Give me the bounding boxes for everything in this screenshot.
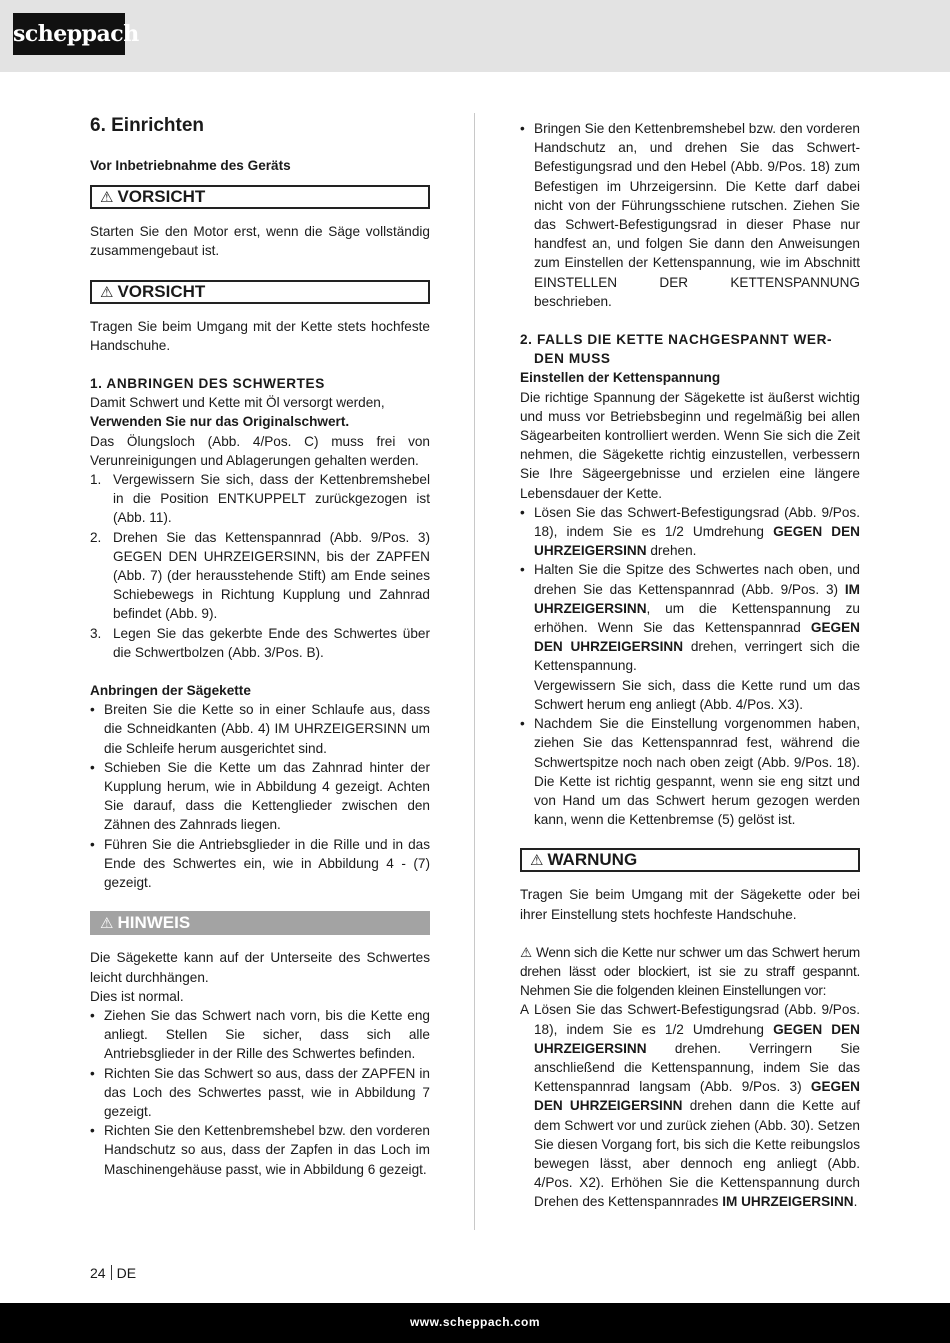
list-item: 3. Legen Sie das gekerbte Ende des Schwertes über die Schwertbolzen (Abb. 3/Pos. B). (90, 625, 430, 660)
section-2-bullets-2 (520, 714, 860, 829)
list-item: A Lösen Sie das Schwert-Befestigungsrad (Abb. 9/Pos. 18), indem Sie es 1/2 Umdrehung GEGEN DEN UHRZEIGERSINN drehen. Verringern Sie anschließend die Kettenspannung, indem Sie das Kettenspannrad langsam (Abb. 9/Pos. 3) GEGEN DEN UHRZEIGERSINN drehen dann die Kette auf dem Schwert vor und zurück ziehen (Abb. 30). Setzen Sie diesen Vorgang fort, bis sich die Kette reibungslos bewegen lässt, aber dennoch eng anliegt (Abb. 4/Pos. X2). Erhöhen Sie die Kettenspannung durch Drehen des Kettenspannrades IM UHRZEIGERSINN. (520, 1002, 861, 1210)
chain-heading: Anbringen der Sägekette (90, 683, 251, 699)
chain-bullets (90, 700, 430, 892)
note-text-1: Die Sägekette kann auf der Unterseite des Schwertes leicht durchhängen. (90, 950, 430, 985)
note-label: HINWEIS (117, 913, 191, 933)
warning-box (520, 848, 860, 872)
section-2-intro: Die richtige Spannung der Sägekette ist äußerst wichtig und muss vor Betriebsbeginn und regelmäßig bei allen Sägearbeiten kontrolliert werden. Wenn Sie sich die Zeit nehmen, die Sägekette richtig einzustellen, verbessern Sie Ihre Sägeergebnisse und erzielen eine längere Lebensdauer der Kette. (520, 389, 860, 501)
section-1-oil-text: Das Ölungsloch (Abb. 4/Pos. C) muss frei von Verunreinigungen und Ablagerungen gehalten werden. (90, 433, 430, 468)
scheppach-logo: scheppach (13, 13, 125, 55)
section-2-bullet-extra: Vergewissern Sie sich, dass die Kette rund um das Schwert herum eng anliegt (Abb. 4/Pos. X3). (534, 677, 860, 712)
warning-triangle-icon: ⚠ (530, 852, 544, 870)
list-item: • Breiten Sie die Kette so in einer Schlaufe aus, dass die Schneidkanten (Abb. 4) IM UHRZEIGERSINN um die Schleife herum ausgerichtet sind. (90, 702, 430, 756)
list-item: • Nachdem Sie die Einstellung vorgenommen haben, ziehen Sie das Kettenspannrad fest, während die Schwertspitze noch nach oben zeigt (Abb. 9/Pos. 18). Die Kette ist richtig gespannt, wenn sie eng sitzt und von Hand um das Schwert herum gezogen werden kann, wenn die Kettenbremse (5) gelöst ist. (520, 716, 860, 828)
section-2-heading-cont: DEN MUSS (534, 351, 611, 367)
tight-chain-text: ⚠ Wenn sich die Kette nur schwer um das Schwert herum drehen lässt oder blockiert, ist sie zu straff gespannt. Nehmen Sie die folgenden kleinen Einstellungen vor: (520, 944, 861, 999)
section-1-intro: Damit Schwert und Kette mit Öl versorgt werden, (90, 395, 385, 411)
section-2-subheading: Einstellen der Kettenspannung (520, 370, 721, 386)
note-bullets (90, 1006, 430, 1179)
list-item: • Richten Sie das Schwert so aus, dass der ZAPFEN in das Loch des Schwertes passt, wie in Abbildung 7 gezeigt. (90, 1065, 430, 1119)
caution-box-2 (90, 280, 430, 304)
list-item: • Bringen Sie den Kettenbremshebel bzw. den vorderen Handschutz an, und drehen Sie das Schwert-Befestigungsrad und den Hebel (Abb. 9/Pos. 18) zum Befestigen im Uhrzeigersinn. Die Kette darf dabei nicht von der Führungsschiene rutschen. Ziehen Sie das Schwert-Befestigungsrad in dieser Phase nur handfest an, und folgen Sie dann den Anweisungen zum Einstellen der Kettenspannung, wie im Abschnitt EINSTELLEN DER KETTENSPANNUNG beschrieben. (520, 121, 860, 309)
left-column (90, 113, 430, 1179)
warning-triangle-icon: ⚠ (520, 944, 533, 960)
section-1-steps (90, 470, 430, 662)
list-item: • Richten Sie den Kettenbremshebel bzw. den vorderen Handschutz so aus, dass der Zapfen in das Loch im Maschinengehäuse passt, wie in Abbildung 6 gezeigt. (90, 1123, 430, 1177)
section-1-heading: 1. ANBRINGEN DES SCHWERTES (90, 376, 325, 392)
footer-band (0, 1303, 950, 1343)
column-divider (474, 113, 475, 1230)
list-item: • Schieben Sie die Kette um das Zahnrad hinter der Kupplung herum, wie in Abbildung 4 gezeigt. Achten Sie darauf, dass die Kettenglieder zwischen den Zähnen des Zahnrads liegen. (90, 759, 430, 833)
list-item: • Führen Sie die Antriebsglieder in die Rille und in das Ende des Schwertes ein, wie in Abbildung 4 - (7) gezeigt. (90, 836, 430, 891)
caution-text-2: Tragen Sie beim Umgang mit der Kette stets hochfeste Handschuhe. (90, 318, 430, 353)
section-2-heading: 2. FALLS DIE KETTE NACHGESPANNT WER- (520, 332, 833, 348)
header-band (0, 0, 950, 72)
right-column (520, 119, 860, 1212)
caution-label: VORSICHT (117, 187, 206, 207)
page-number: 24 DE (90, 1265, 137, 1281)
note-text-2: Dies ist normal. (90, 988, 184, 1004)
list-item: • Halten Sie die Spitze des Schwertes nach oben, und drehen Sie das Kettenspannrad (Abb. 9/Pos. 3) IM UHRZEIGERSINN, um die Kettenspannung zu erhöhen. Wenn Sie das Kettenspannrad GEGEN DEN UHRZEIGERSINN drehen, verringert sich die Kettenspannung. (520, 562, 860, 674)
footer-url[interactable]: www.scheppach.com (409, 1315, 541, 1329)
warning-triangle-icon: ⚠ (100, 915, 114, 933)
note-box (90, 911, 430, 935)
tight-chain-steps (520, 1000, 860, 1211)
caution-label: VORSICHT (117, 281, 206, 301)
section-2-bullets (520, 503, 860, 676)
list-item: • Lösen Sie das Schwert-Befestigungsrad (Abb. 9/Pos. 18), indem Sie es 1/2 Umdrehung GEGEN DEN UHRZEIGERSINN drehen. (520, 504, 860, 559)
caution-text-1: Starten Sie den Motor erst, wenn die Säge vollständig zusammengebaut ist. (90, 224, 430, 259)
warning-text: Tragen Sie beim Umgang mit der Sägekette oder bei ihrer Einstellung stets hochfeste Handschuhe. (520, 887, 860, 922)
warning-triangle-icon: ⚠ (100, 283, 114, 301)
warning-label: WARNUNG (547, 850, 638, 870)
top-bullets (520, 119, 860, 311)
list-item: 2. Drehen Sie das Kettenspannrad (Abb. 9/Pos. 3) GEGEN DEN UHRZEIGERSINN, bis der ZAPFEN (Abb. 7) (der herausstehende Stift) am Ende seines Schiebewegs in Richtung Kupplung und Zahnrad befindet (Abb. 9). (90, 529, 430, 622)
caution-box-1 (90, 185, 430, 209)
list-item: 1. Vergewissern Sie sich, dass der Kettenbremshebel in die Position ENTKUPPELT zurückgezogen ist (Abb. 11). (90, 472, 430, 526)
warning-triangle-icon: ⚠ (100, 189, 114, 207)
section-title: 6. Einrichten (90, 115, 205, 136)
subtitle: Vor Inbetriebnahme des Geräts (90, 158, 291, 173)
section-1-intro-bold: Verwenden Sie nur das Originalschwert. (90, 414, 350, 430)
list-item: • Ziehen Sie das Schwert nach vorn, bis die Kette eng anliegt. Stellen Sie sicher, dass sich alle Antriebsglieder in der Rille des Schwertes befinden. (90, 1007, 430, 1062)
